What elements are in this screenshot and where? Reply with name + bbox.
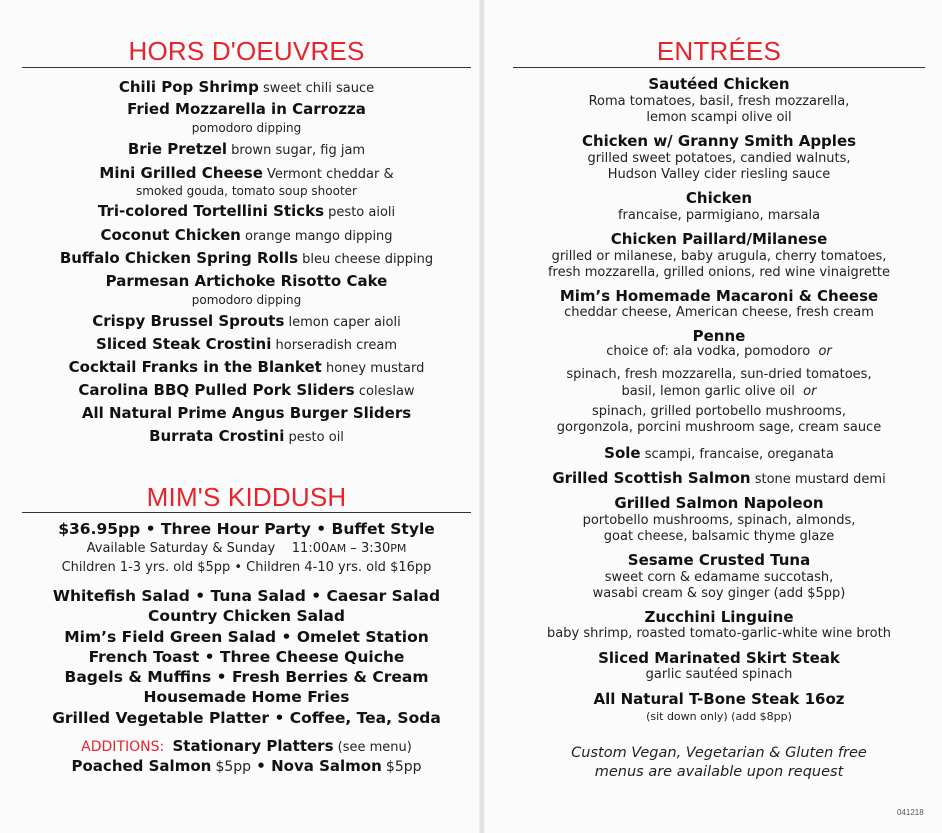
kiddush-headline: $36.95pp • Three Hour Party • Buffet Style <box>58 520 435 538</box>
item-desc: honey mustard <box>325 361 425 376</box>
entrees-title: ENTRÉES <box>656 36 782 66</box>
kiddush-item <box>22 606 471 626</box>
hors-doeuvre-item <box>22 201 471 221</box>
item-desc: pesto oil <box>288 430 344 445</box>
hors-doeuvres-title: HORS D'OEUVRES <box>128 36 365 66</box>
item-name: Chili Pop Shrimp <box>118 78 259 96</box>
hors-doeuvre-item <box>22 139 471 159</box>
sole-line: Sole scampi, francaise, oreganata <box>604 444 834 462</box>
entree-desc <box>513 207 925 225</box>
item-desc: coleslaw <box>358 384 415 399</box>
napoleon-desc-2: goat cheese, balsamic thyme glaze <box>603 529 835 544</box>
entree-desc-text: grilled sweet potatoes, candied walnuts, <box>587 151 851 166</box>
item-name: Coconut Chicken <box>100 226 241 244</box>
kiddush-item <box>22 667 471 687</box>
grilled-salmon-line: Grilled Scottish Salmon stone mustard demi <box>552 469 886 487</box>
hors-doeuvre-item <box>22 77 471 97</box>
item-name: Brie Pretzel <box>127 140 228 158</box>
entree-desc-text: Roma tomatoes, basil, fresh mozzarella, <box>588 94 850 109</box>
kiddush-item <box>22 627 471 647</box>
kiddush-children-pricing: Children 1-3 yrs. old $5pp • Children 4-10 yrs. old $16pp <box>61 560 432 575</box>
kiddush-item-text: Grilled Vegetable Platter • Coffee, Tea, Soda <box>52 709 441 727</box>
tbone-desc: (sit down only) (add $8pp) <box>646 710 792 723</box>
hors-doeuvre-item <box>22 426 471 446</box>
entree-name <box>513 131 925 151</box>
item-desc: horseradish cream <box>275 338 397 353</box>
hors-doeuvre-item <box>22 99 471 119</box>
item-desc: pomodoro dipping <box>191 293 302 307</box>
item-desc: pomodoro dipping <box>191 121 302 135</box>
item-name: All Natural Prime Angus Burger Sliders <box>81 404 412 422</box>
item-name: Crispy Brussel Sprouts <box>92 312 285 330</box>
hors-doeuvre-item <box>22 311 471 331</box>
item-name: Burrata Crostini <box>149 427 285 445</box>
item-desc: sweet chili sauce <box>263 81 375 96</box>
entree-desc <box>513 304 925 322</box>
hors-doeuvre-item <box>22 271 471 291</box>
tuna-name: Sesame Crusted Tuna <box>627 551 811 569</box>
entree-desc-text: Hudson Valley cider riesling sauce <box>607 167 831 182</box>
zucchini-name: Zucchini Linguine <box>644 608 794 626</box>
custom-menu-note-1: Custom Vegan, Vegetarian & Gluten free <box>571 745 867 761</box>
penne-option-2a: spinach, fresh mozzarella, sun-dried tomatoes, <box>566 367 872 382</box>
entree-desc-text: cheddar cheese, American cheese, fresh cream <box>564 305 874 320</box>
zucchini-desc: baby shrimp, roasted tomato-garlic-white wine broth <box>547 626 891 641</box>
kiddush-item <box>22 647 471 667</box>
tuna-desc-2: wasabi cream & soy ginger (add $5pp) <box>592 586 846 601</box>
item-desc: Vermont cheddar & <box>267 167 394 182</box>
entree-name <box>513 286 925 306</box>
entree-name <box>513 229 925 249</box>
entree-desc-text: fresh mozzarella, grilled onions, red wine vinaigrette <box>547 265 891 280</box>
entree-desc-text: lemon scampi olive oil <box>646 110 792 125</box>
kiddush-item <box>22 586 471 606</box>
penne-choice: choice of: ala vodka, pomodoro or <box>606 344 832 359</box>
item-desc: orange mango dipping <box>244 229 393 244</box>
entrees-rule <box>513 67 925 68</box>
entree-desc <box>513 264 925 282</box>
hors-doeuvres-rule <box>22 67 471 68</box>
hors-doeuvre-item <box>22 357 471 377</box>
custom-menu-note-2: menus are available upon request <box>594 764 844 780</box>
kiddush-availability: Available Saturday & Sunday 11:00AM – 3:30PM <box>86 541 407 556</box>
napoleon-desc-1: portobello mushrooms, spinach, almonds, <box>582 513 856 528</box>
kiddush-title: MIM'S KIDDUSH <box>146 482 347 512</box>
penne-option-3b: gorgonzola, porcini mushroom sage, cream sauce <box>556 420 882 435</box>
kiddush-rule <box>22 512 471 513</box>
kiddush-extras: Poached Salmon $5pp • Nova Salmon $5pp <box>71 757 422 775</box>
item-desc: pesto aioli <box>328 205 396 220</box>
kiddush-additions: ADDITIONS: Stationary Platters (see menu) <box>81 737 412 755</box>
kiddush-item-text: French Toast • Three Cheese Quiche <box>88 648 405 666</box>
entree-name <box>513 74 925 94</box>
entree-title: Penne <box>692 327 746 345</box>
skirt-steak-name: Sliced Marinated Skirt Steak <box>598 649 840 667</box>
kiddush-item-text: Bagels & Muffins • Fresh Berries & Cream <box>64 668 429 686</box>
penne-option-2b: basil, lemon garlic olive oil or <box>621 384 817 399</box>
item-name: Parmesan Artichoke Risotto Cake <box>105 272 388 290</box>
entree-name <box>513 188 925 208</box>
item-name: Buffalo Chicken Spring Rolls <box>59 249 299 267</box>
napoleon-name: Grilled Salmon Napoleon <box>614 494 824 512</box>
entree-desc-text: grilled or milanese, baby arugula, cherry tomatoes, <box>551 249 887 264</box>
print-code: 041218 <box>897 808 924 817</box>
hors-doeuvre-item <box>22 181 471 201</box>
item-name: Tri-colored Tortellini Sticks <box>97 202 325 220</box>
skirt-steak-desc: garlic sautéed spinach <box>645 667 793 682</box>
entree-desc <box>513 166 925 184</box>
entree-title: Chicken w/ Granny Smith Apples <box>581 132 857 150</box>
item-name: Mini Grilled Cheese <box>99 164 263 182</box>
hors-doeuvre-item <box>22 248 471 268</box>
item-name: Carolina BBQ Pulled Pork Sliders <box>78 381 355 399</box>
hors-doeuvre-item <box>22 334 471 354</box>
kiddush-item-text: Mim’s Field Green Salad • Omelet Station <box>64 628 429 646</box>
penne-option-3a: spinach, grilled portobello mushrooms, <box>592 404 846 419</box>
item-desc: smoked gouda, tomato soup shooter <box>136 184 357 198</box>
item-desc: brown sugar, fig jam <box>231 143 366 158</box>
hors-doeuvre-item <box>22 380 471 400</box>
hors-doeuvre-item <box>22 290 471 310</box>
hors-doeuvre-item <box>22 225 471 245</box>
item-name: Sliced Steak Crostini <box>96 335 272 353</box>
kiddush-item-text: Housemade Home Fries <box>143 688 350 706</box>
hors-doeuvre-item <box>22 118 471 138</box>
kiddush-item <box>22 687 471 707</box>
entree-desc <box>513 109 925 127</box>
item-name: Fried Mozzarella in Carrozza <box>127 100 366 118</box>
entree-title: Chicken Paillard/Milanese <box>610 230 828 248</box>
tuna-desc-1: sweet corn & edamame succotash, <box>604 570 834 585</box>
item-desc: lemon caper aioli <box>288 315 401 330</box>
hors-doeuvre-item <box>22 403 471 423</box>
entree-desc-text: francaise, parmigiano, marsala <box>617 208 821 223</box>
entree-title: Mim’s Homemade Macaroni & Cheese <box>559 287 879 305</box>
item-desc: bleu cheese dipping <box>302 252 434 267</box>
kiddush-item <box>22 708 471 728</box>
kiddush-item-text: Country Chicken Salad <box>148 607 345 625</box>
entree-title: Chicken <box>685 189 753 207</box>
tbone-name: All Natural T-Bone Steak 16oz <box>593 690 845 708</box>
kiddush-item-text: Whitefish Salad • Tuna Salad • Caesar Salad <box>52 587 441 605</box>
page-fold <box>479 0 485 833</box>
entree-title: Sautéed Chicken <box>648 75 790 93</box>
hors-doeuvre-item <box>22 163 471 183</box>
item-name: Cocktail Franks in the Blanket <box>68 358 322 376</box>
